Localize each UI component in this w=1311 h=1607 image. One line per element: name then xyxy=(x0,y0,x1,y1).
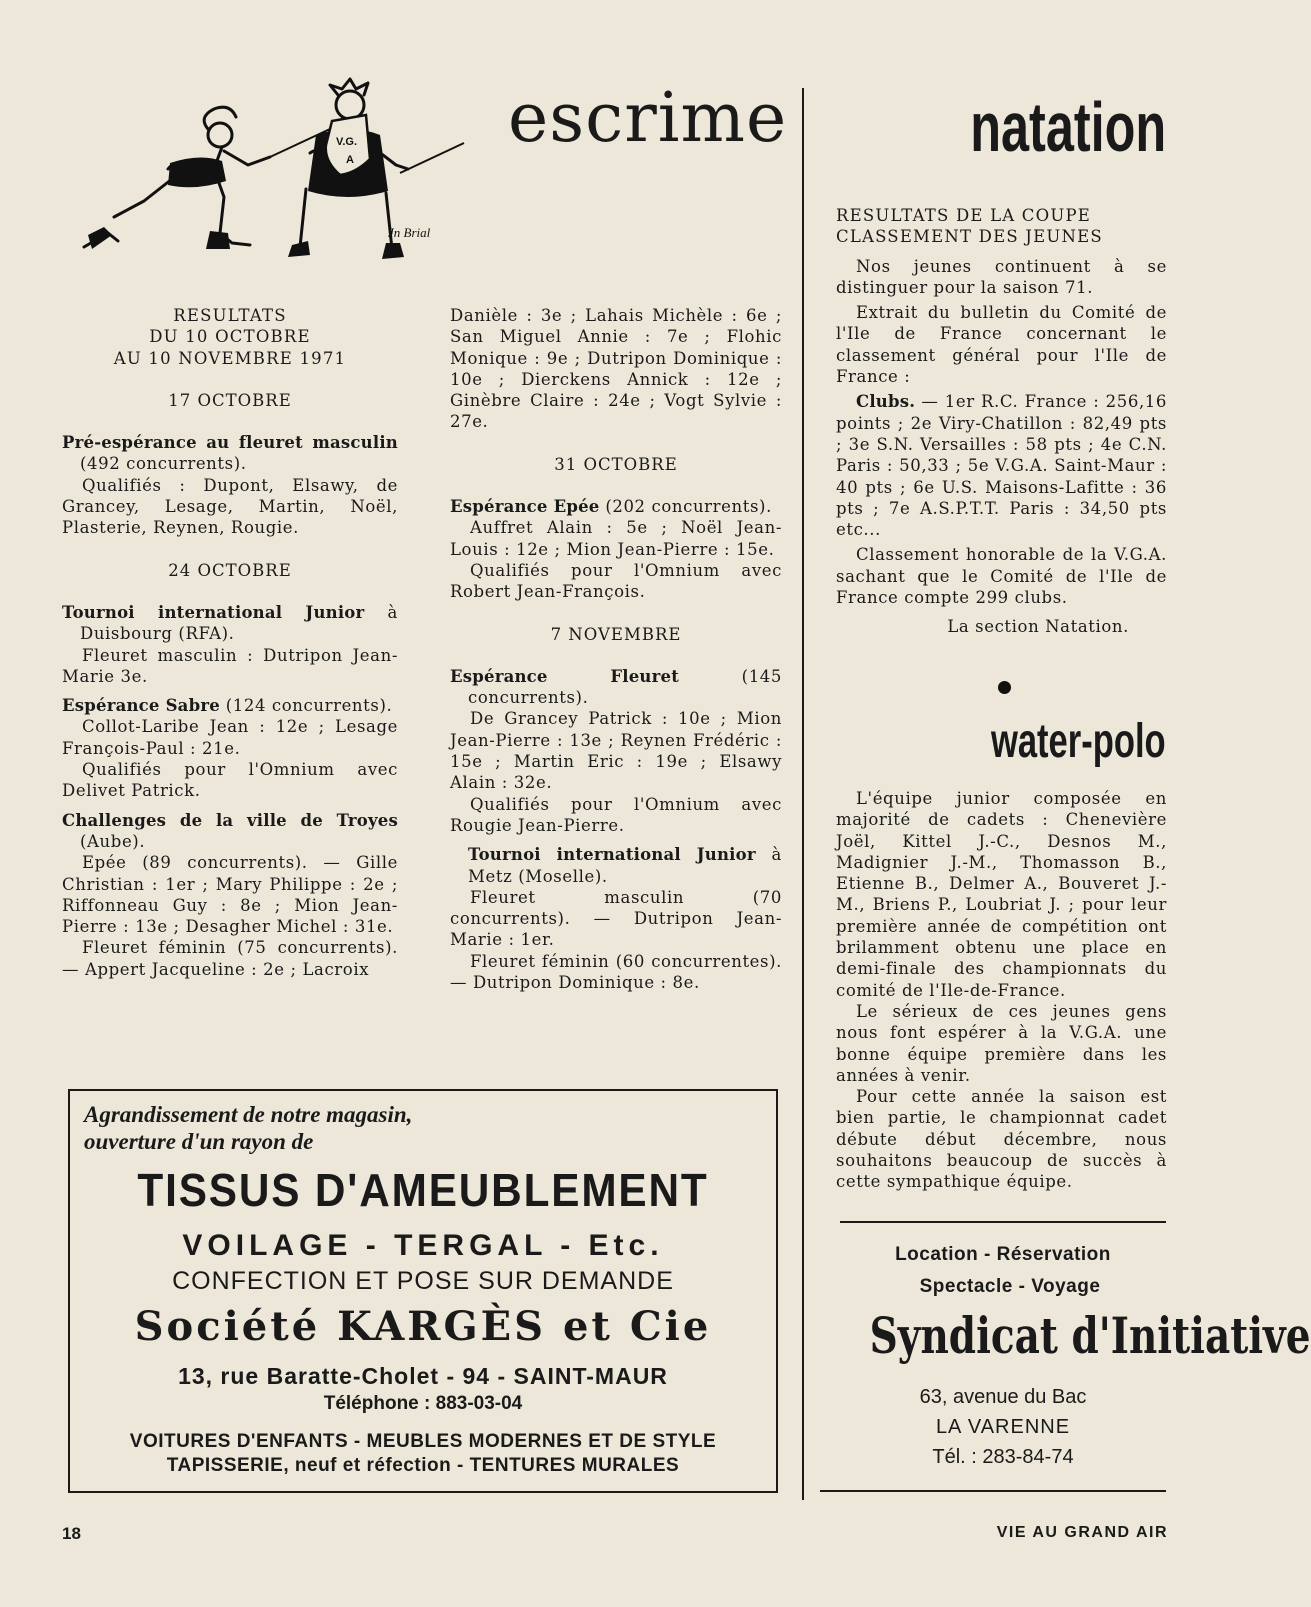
waterpolo-column xyxy=(836,788,1167,1193)
section-detail: (492 concurrents). xyxy=(80,454,247,474)
fencing-illustration xyxy=(70,85,470,263)
section-esperance-fleuret xyxy=(450,666,782,709)
section-detail: (124 concurrents). xyxy=(219,696,393,716)
paragraph: Le sérieux de ces jeunes gens nous font espérer à la V.G.A. une bonne équipe première dans les années à venir. xyxy=(836,1001,1167,1085)
section-esperance-epee xyxy=(450,496,782,517)
natation-signoff: La section Natation. xyxy=(947,617,1129,637)
column-divider xyxy=(802,88,804,1500)
syndicat-advertisement xyxy=(832,1240,1311,1470)
clubs-text: — 1er R.C. France : 256,16 points ; 2e Viry-Chatillon : 82,49 pts ; 3e S.N. Versailles : 58 pts ; 4e C.N. Paris : 50,33 ; 5e V.G.A. Saint-Maur : 40 pts ; 6e U.S. Maisons-Lafitte : 36 pts ; 7e A.S.P.T.T. Paris : 34,50 pts etc... xyxy=(836,392,1167,540)
date-24-octobre: 24 OCTOBRE xyxy=(168,560,292,580)
paragraph: Collot-Laribe Jean : 12e ; Lesage François-Paul : 21e. xyxy=(62,717,398,758)
paragraph: Danièle : 3e ; Lahais Michèle : 6e ; San Miguel Annie : 7e ; Flohic Monique : 9e ; Dutripon Dominique : 10e ; Dierckens Annick : 12e ; Ginèbre Claire : 24e ; Vogt Sylvie : 27e. xyxy=(450,306,782,432)
ad-products-line-2: TAPISSERIE, neuf et réfection - TENTURES MURALES xyxy=(166,1455,680,1476)
section-detail: (Aube). xyxy=(80,831,146,851)
syndicat-line-2: Spectacle - Voyage xyxy=(919,1276,1101,1297)
section-title: Challenges de la ville de Troyes xyxy=(62,810,398,830)
section-detail: (145 concurrents). xyxy=(468,666,782,708)
section-challenges-troyes xyxy=(62,810,398,853)
ad-address: 13, rue Baratte-Cholet - 94 - SAINT-MAUR xyxy=(178,1363,668,1389)
section-title: Tournoi international Junior xyxy=(468,845,756,865)
paragraph: Auffret Alain : 5e ; Noël Jean-Louis : 12e ; Mion Jean-Pierre : 15e. xyxy=(450,518,782,559)
section-title: Tournoi international Junior xyxy=(62,602,365,622)
karges-advertisement xyxy=(68,1089,778,1493)
results-header-line-1: RESULTATS xyxy=(173,306,287,325)
waterpolo-title: water-polo xyxy=(991,715,1166,768)
ad-company-name: Société KARGÈS et Cie xyxy=(134,1303,712,1350)
svg-text:A: A xyxy=(346,154,354,166)
natation-column xyxy=(836,205,1167,638)
paragraph: Epée (89 concurrents). — Gille Christian : 1er ; Mary Philippe : 2e ; Riffonneau Guy : 8e ; Mion Jean-Pierre : 13e ; Desagher Michel : 31e. xyxy=(62,853,398,937)
ad-line-2: ouverture d'un rayon de xyxy=(84,1129,314,1154)
publication-name: VIE AU GRAND AIR xyxy=(996,1524,1168,1541)
svg-text:V.G.: V.G. xyxy=(336,136,357,148)
ad-telephone: Téléphone : 883-03-04 xyxy=(323,1393,523,1414)
clubs-label: Clubs. xyxy=(856,392,916,412)
escrime-column-1 xyxy=(62,305,398,980)
paragraph: Pour cette année la saison est bien partie, le championnat cadet débute début décembre, nous souhaitons beaucoup de succès à cette sympathique équipe. xyxy=(836,1087,1167,1192)
ad-voilage-line: VOILAGE - TERGAL - Etc. xyxy=(182,1229,664,1262)
ad-products-line-1: VOITURES D'ENFANTS - MEUBLES MODERNES ET DE STYLE xyxy=(129,1431,717,1452)
paragraph: Fleuret féminin (60 concurrentes). — Dutripon Dominique : 8e. xyxy=(450,951,782,993)
paragraph: Classement honorable de la V.G.A. sachant que le Comité de l'Ile de France compte 299 clubs. xyxy=(836,545,1167,608)
paragraph: Fleuret masculin (70 concurrents). — Dutripon Jean-Marie : 1er. xyxy=(450,887,782,950)
section-title: Espérance Fleuret xyxy=(450,666,680,686)
section-pre-esperance xyxy=(62,432,398,475)
natation-head-1: RESULTATS DE LA COUPE xyxy=(836,206,1091,225)
section-detail: (202 concurrents). xyxy=(599,497,772,517)
results-header-line-3: AU 10 NOVEMBRE 1971 xyxy=(113,348,347,368)
natation-title: natation xyxy=(970,88,1166,166)
section-title: Espérance Epée xyxy=(450,497,600,517)
section-title: Espérance Sabre xyxy=(62,696,220,716)
paragraph: Qualifiés pour l'Omnium avec Robert Jean-François. xyxy=(450,560,782,602)
date-7-novembre: 7 NOVEMBRE xyxy=(550,624,682,644)
paragraph: Extrait du bulletin du Comité de l'Ile de France concernant le classement général pour l'Ile de France : xyxy=(836,303,1167,387)
section-detail: à Metz (Moselle). xyxy=(468,845,782,886)
date-17-octobre: 17 OCTOBRE xyxy=(168,390,292,410)
syndicat-top-rule xyxy=(840,1221,1166,1223)
escrime-title: escrime xyxy=(508,79,788,158)
escrime-column-2 xyxy=(450,305,782,993)
section-esperance-sabre xyxy=(62,695,398,716)
bullet-separator xyxy=(998,681,1011,694)
paragraph: De Grancey Patrick : 10e ; Mion Jean-Pierre : 13e ; Reynen Frédéric : 15e ; Martin Eric : 19e ; Elsawy Alain : 32e. xyxy=(450,709,782,793)
natation-title-wrap xyxy=(826,88,1166,166)
paragraph: L'équipe junior composée en majorité de cadets : Chenevière Joël, Kittel J.-C., Desnos M., Madignier J.-M., Thomasson B., Etienne B., Delmer A., Bouveret J.-M., Briens P., Loubriat J. ; pour leur première année de compétition ont brilamment obtenu une place en demi-finale des championnats du comité de l'Ile-de-France. xyxy=(836,789,1167,1000)
natation-head-2: CLASSEMENT DES JEUNES xyxy=(836,227,1103,247)
paragraph: Fleuret féminin (75 concurrents). — Appert Jacqueline : 2e ; Lacroix xyxy=(62,938,398,979)
page-number: 18 xyxy=(62,1524,81,1543)
syndicat-line-1: Location - Réservation xyxy=(895,1244,1111,1265)
paragraph: Nos jeunes continuent à se distinguer pour la saison 71. xyxy=(836,256,1167,297)
waterpolo-title-wrap xyxy=(826,714,1166,770)
section-detail: à Duisbourg (RFA). xyxy=(80,602,398,644)
clubs-ranking xyxy=(836,391,1167,540)
syndicat-bottom-rule xyxy=(820,1490,1166,1492)
illustration-signature: Jn Brial xyxy=(388,225,431,240)
section-tournoi-junior-metz xyxy=(450,844,782,887)
ad-line-1: Agrandissement de notre magasin, xyxy=(84,1102,413,1127)
ad-confection-line: CONFECTION ET POSE SUR DEMANDE xyxy=(172,1267,674,1295)
syndicat-telephone: Tél. : 283-84-74 xyxy=(932,1446,1074,1468)
syndicat-name: Syndicat d'Initiative xyxy=(869,1306,1311,1365)
ad-tissus-headline: TISSUS D'AMEUBLEMENT xyxy=(137,1164,709,1216)
syndicat-address: 63, avenue du Bac xyxy=(919,1386,1087,1408)
section-title: Pré-espérance au fleuret masculin xyxy=(62,433,398,453)
paragraph: Fleuret masculin : Dutripon Jean-Marie 3e. xyxy=(62,645,398,686)
paragraph: Qualifiés : Dupont, Elsawy, de Grancey, Lesage, Martin, Noël, Plasterie, Reynen, Rougie. xyxy=(62,475,398,538)
results-header-line-2: DU 10 OCTOBRE xyxy=(149,327,311,347)
section-tournoi-junior-duisbourg xyxy=(62,602,398,645)
paragraph: Qualifiés pour l'Omnium avec Delivet Patrick. xyxy=(62,760,398,801)
date-31-octobre: 31 OCTOBRE xyxy=(554,454,678,474)
paragraph: Qualifiés pour l'Omnium avec Rougie Jean-Pierre. xyxy=(450,794,782,835)
syndicat-city: LA VARENNE xyxy=(935,1416,1071,1438)
